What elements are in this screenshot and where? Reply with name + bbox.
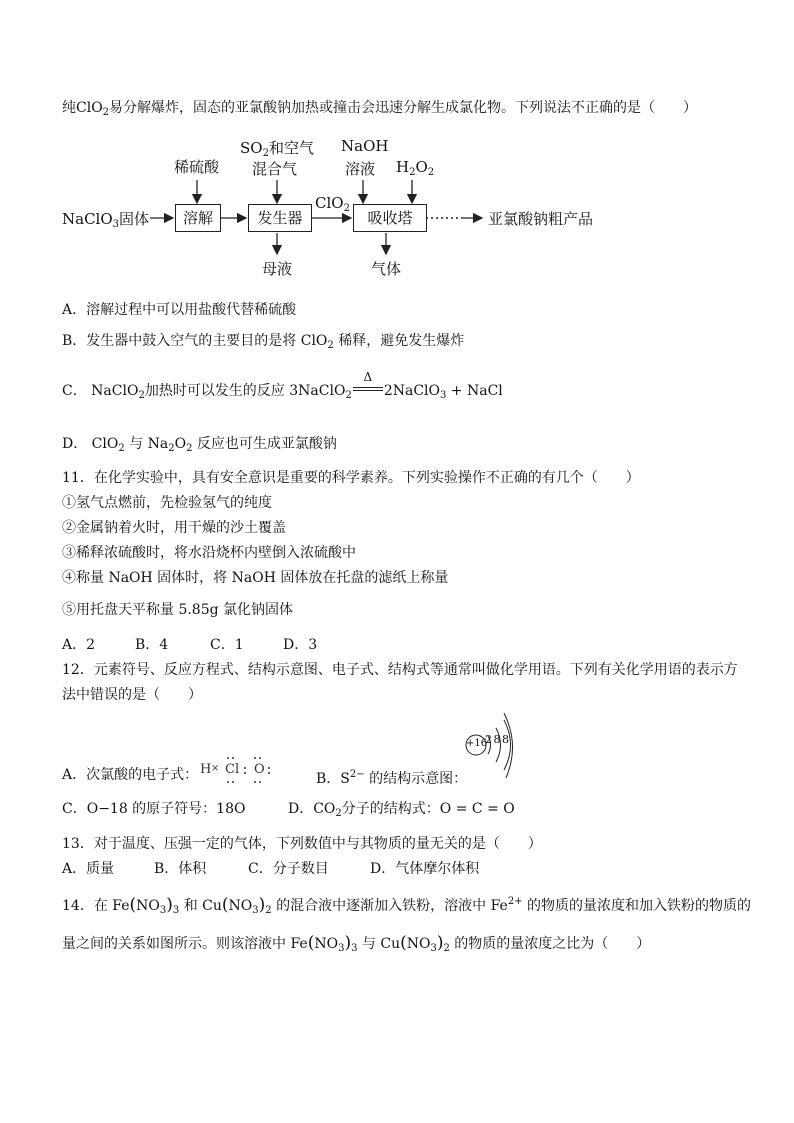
- q10-c-d: + NaCl: [446, 383, 503, 399]
- intro-sub: 2: [102, 107, 110, 118]
- heat-equals-sign: [352, 370, 384, 401]
- start-sub: 3: [112, 219, 120, 230]
- q10-d-sub1: 2: [118, 443, 125, 454]
- q11-option-b: B．4: [135, 637, 169, 653]
- intro-pre: 纯: [62, 100, 76, 116]
- nucleus-charge: +16: [466, 738, 488, 749]
- q14-sub3-3: 3: [338, 943, 345, 954]
- q10-c-sub2: 2: [345, 390, 352, 401]
- h2o2-sub1: 2: [409, 167, 416, 178]
- paren-close-2: ): [258, 895, 266, 915]
- q14-sub3-4: 3: [430, 943, 437, 954]
- box-generator: 发生器: [248, 204, 312, 232]
- q14-sub2-4: 2: [443, 943, 450, 954]
- q10-option-b: [62, 331, 464, 356]
- q14-no3: NO: [136, 898, 160, 914]
- paren-close: ): [166, 895, 173, 915]
- shell-electrons: 2 8 8: [485, 733, 508, 746]
- e-o: O: [254, 762, 265, 777]
- q11-item-4: ④称量 NaOH 固体时，将 NaOH 固体放在托盘的滤纸上称量: [62, 570, 449, 586]
- q10-d-c: O: [174, 436, 187, 452]
- reagent-mixed-gas: 混合气: [252, 160, 298, 178]
- delta-symbol: Δ: [363, 370, 373, 384]
- paren-open-3: (: [307, 933, 315, 953]
- start-solid: 固体: [119, 210, 150, 228]
- q12-a-text: A．次氯酸的电子式：: [62, 767, 199, 783]
- box-absorption-tower: 吸收塔: [353, 204, 427, 232]
- q14-no3-3: NO: [314, 936, 339, 952]
- q14-line1: [62, 892, 751, 921]
- q11-item-5: ⑤用托盘天平称量 5.85g 氯化钠固体: [62, 602, 294, 618]
- e-cl: Cl: [225, 762, 240, 777]
- q14-p3: 的混合液中逐渐加入铁粉，溶液中 Fe: [271, 898, 508, 914]
- h2o2-sub2: 2: [427, 167, 435, 178]
- output-mother-liquor: 母液: [262, 260, 293, 278]
- q14-sub3b: 3: [172, 905, 180, 916]
- q14-l2a: 量之间的关系如图所示。则该溶液中 Fe: [62, 936, 308, 952]
- q11-option-a: A．2: [62, 637, 96, 653]
- q14-l2b: 与 Cu: [357, 936, 401, 952]
- intro-text: 易分解爆炸，固态的亚氯酸钠加热或撞击会迅速分解生成氯化物。下列说法不正确的是（ ）: [109, 100, 698, 116]
- e-h: H: [200, 762, 212, 777]
- q14-p2: 和: [179, 898, 203, 914]
- intermediate-clo2: [315, 194, 350, 214]
- q11-option-d: D．3: [283, 637, 318, 653]
- mid-clo2: ClO: [315, 194, 344, 212]
- q11-item-2: ②金属钠着火时，用干燥的沙土覆盖: [62, 520, 286, 536]
- reagent-h2o2: [396, 158, 434, 178]
- q14-sup2: 2+: [507, 896, 523, 907]
- q13-option-a: A．质量: [62, 861, 115, 877]
- q10-d-b: 与 Na: [124, 436, 169, 452]
- so2-text: SO: [240, 139, 263, 157]
- box-dissolve: 溶解: [175, 204, 221, 232]
- q12-option-c: C．O−18 的原子符号：18O: [62, 801, 246, 817]
- q11-item-3: ③稀释浓硫酸时，将水沿烧杯内壁倒入浓硫酸中: [62, 545, 356, 561]
- q10-option-a: A．溶解过程中可以用盐酸代替稀硫酸: [62, 302, 297, 318]
- q12-stem-line2: 法中错误的是（ ）: [62, 687, 202, 703]
- q14-fe: Fe: [112, 898, 130, 914]
- paren-open-2: (: [221, 895, 229, 915]
- q10-c-c: 2NaClO: [383, 383, 440, 399]
- h2o2-h: H: [396, 158, 410, 176]
- paren-open: (: [129, 895, 137, 915]
- reagent-so2-air: [240, 137, 314, 159]
- q10-d-sub2: 2: [168, 443, 175, 454]
- start-naclo3: NaClO: [62, 210, 113, 228]
- q10-b-b: 稀释，避免发生爆炸: [333, 333, 465, 349]
- q14-sub3: 3: [159, 905, 167, 916]
- double-bar: [353, 387, 383, 391]
- q14-l2c: 的物质的量浓度之比为（ ）: [449, 936, 651, 952]
- q14-no3-2: NO: [228, 898, 253, 914]
- q12-stem-line1: 12．元素符号、反应方程式、结构示意图、电子式、结构式等通常叫做化学用语。下列有关化学用语的表示方: [62, 662, 738, 678]
- reagent-naoh: NaOH: [341, 137, 389, 155]
- q11-option-c: C．1: [210, 637, 244, 653]
- q10-c-a: C． NaClO: [62, 383, 139, 399]
- q10-c-b: 加热时可以发生的反应 3NaClO: [144, 383, 346, 399]
- s2-structure-diagram: [462, 712, 532, 782]
- q14-p4: 的物质的量浓度和加入铁粉的物质的: [522, 898, 752, 914]
- q12-d-sub: 2: [335, 808, 342, 819]
- q13-option-b: B．体积: [154, 861, 207, 877]
- h2o2-o: O: [415, 158, 428, 176]
- q10-b-a: B．发生器中鼓入空气的主要目的是将 ClO: [62, 333, 328, 349]
- e-cross: ×: [211, 763, 220, 774]
- q10-option-c: [62, 370, 503, 406]
- paren-close-4: ): [436, 933, 444, 953]
- q14-sub3-2: 3: [252, 905, 259, 916]
- q13-option-c: C．分子数目: [248, 861, 329, 877]
- q10-option-d: [62, 434, 337, 459]
- q12-b-b: 的结构示意图：: [364, 771, 468, 787]
- q10-d-a: D． ClO: [62, 436, 119, 452]
- q14-line2: [62, 933, 650, 959]
- q14-cu: Cu: [202, 898, 222, 914]
- q14-no3-4: NO: [406, 936, 431, 952]
- hclo-electron-formula: [200, 752, 280, 786]
- q10-d-d: 反应也可生成亚氯酸钠: [192, 436, 337, 452]
- q14-sub2: 2: [265, 905, 272, 916]
- q10-d-sub3: 2: [186, 443, 193, 454]
- q10-c-sub1: 2: [138, 390, 145, 401]
- q14-p1: 14．在: [62, 898, 113, 914]
- paren-close-3: ): [344, 933, 352, 953]
- q12-b-a: B．S: [316, 771, 350, 787]
- q13-option-d: D．气体摩尔体积: [370, 861, 480, 877]
- so2-sub: 2: [262, 148, 269, 159]
- product-label: 亚氯酸钠粗产品: [488, 210, 594, 228]
- paren-open-4: (: [400, 933, 407, 953]
- electron-dots: [200, 752, 280, 786]
- q11-stem: 11．在化学实验中，具有安全意识是重要的科学素养。下列实验操作不正确的有几个（ ）: [62, 470, 640, 486]
- q12-d-a: D．CO: [288, 801, 336, 817]
- reagent-dilute-h2so4: 稀硫酸: [174, 158, 220, 176]
- mid-sub: 2: [343, 203, 350, 214]
- q13-stem: 13．对于温度、压强一定的气体，下列数值中与其物质的量无关的是（ ）: [62, 836, 542, 852]
- flow-arrows: [0, 0, 794, 300]
- q12-option-d: [288, 799, 515, 824]
- q14-sub3b-3: 3: [351, 943, 358, 954]
- intro-clo2: ClO: [76, 100, 103, 116]
- q12-option-b: [316, 765, 467, 789]
- reagent-solution: 溶液: [345, 160, 376, 178]
- q10-b-sub: 2: [327, 340, 334, 351]
- q10-c-sub3: 3: [439, 390, 447, 401]
- so2-air-text: 和空气: [268, 139, 314, 157]
- q12-d-b: 分子的结构式：O = C = O: [341, 801, 515, 817]
- q12-option-a: [62, 765, 198, 785]
- q12-b-sup: 2−: [349, 769, 365, 780]
- output-gas: 气体: [371, 260, 402, 278]
- start-material: [62, 208, 149, 230]
- q11-item-1: ①氢气点燃前，先检验氢气的纯度: [62, 495, 272, 511]
